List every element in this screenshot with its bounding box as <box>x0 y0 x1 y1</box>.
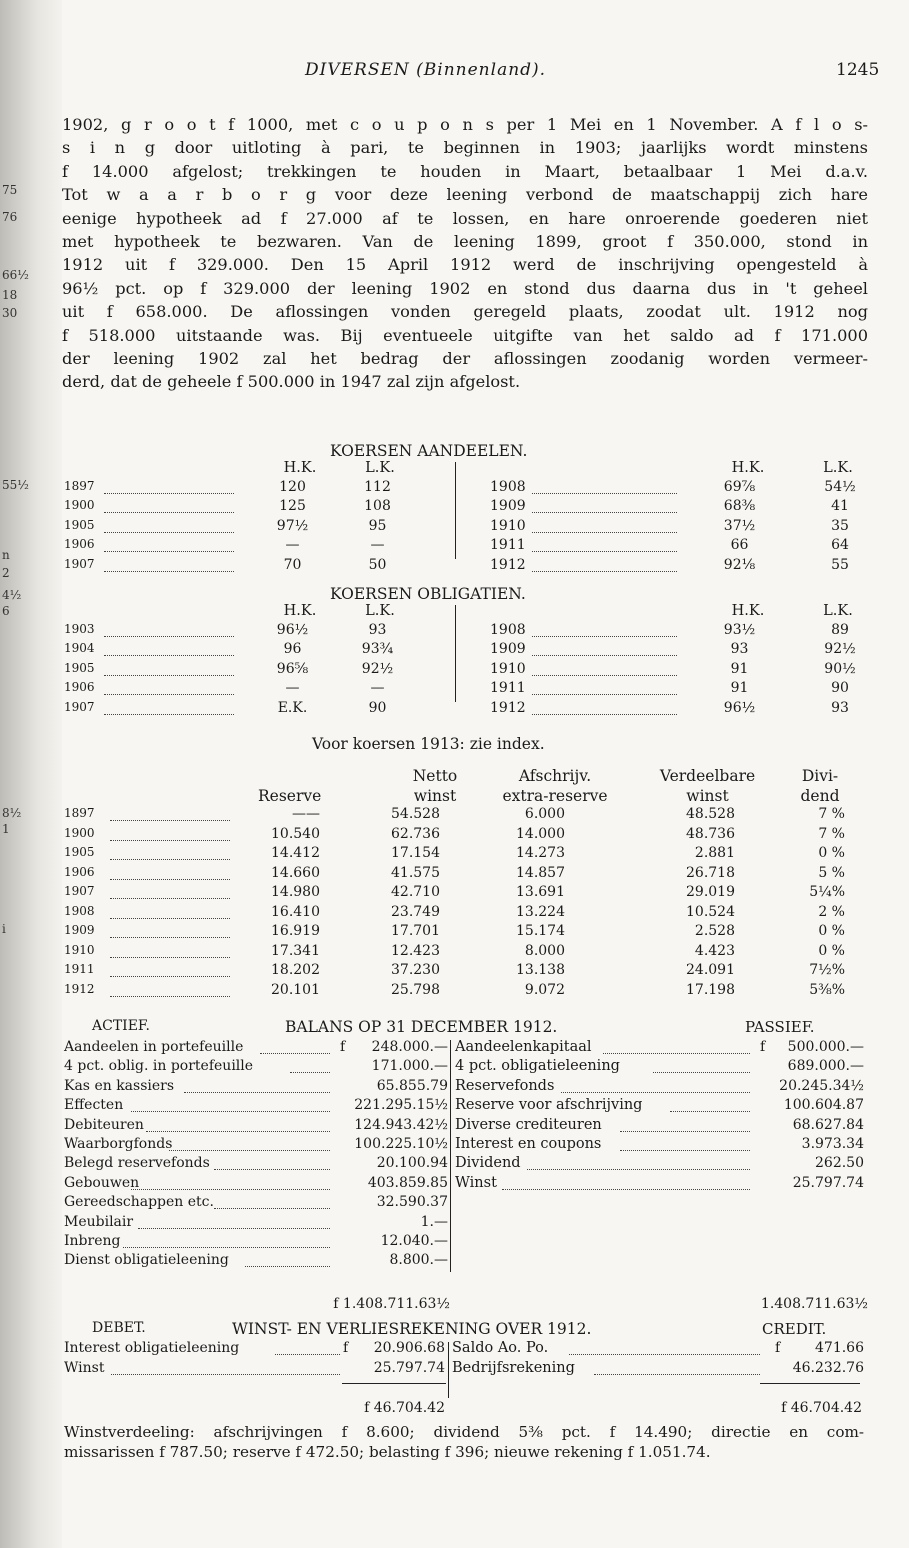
dot-leader <box>104 493 234 494</box>
koersen-aandeelen-lk: 50 <box>368 556 387 573</box>
results-year: 1905 <box>64 845 95 859</box>
results-afschr: 6.000 <box>524 806 565 822</box>
column-rule <box>455 605 456 702</box>
koersen-aandeelen-lk: 95 <box>368 517 387 534</box>
total-rule <box>342 1383 446 1384</box>
koersen-obligatien-year: 1909 <box>490 641 526 658</box>
koersen-aandeelen-lk-left: L.K. <box>365 460 395 476</box>
koersen-aandeelen-hk: 69⅞ <box>723 479 756 495</box>
balance-actief-value: 171.000.— <box>371 1058 448 1075</box>
dot-leader <box>532 571 677 572</box>
pl-credit-label: Bedrijfsrekening <box>452 1359 575 1376</box>
koersen-obligatien-year: 1905 <box>64 660 95 675</box>
results-year: 1912 <box>64 981 95 996</box>
dot-leader <box>532 694 677 695</box>
results-netto: 62.736 <box>391 825 440 842</box>
koersen-aandeelen-lk-right: L.K. <box>823 460 853 476</box>
paragraph-line: f 14.000 afgelost; trekkingen te houden in Maart, betaalbaar 1 Mei d.a.v. <box>62 161 868 181</box>
koersen-obligatien-lk: 89 <box>831 622 849 638</box>
gutter-mark: 76 <box>2 210 18 224</box>
gutter-mark: n <box>2 548 10 562</box>
results-verdeel: 2.528 <box>694 923 735 939</box>
balance-passief-value: 262.50 <box>815 1155 864 1172</box>
balance-passief-label: Winst <box>455 1174 497 1191</box>
balance-passief-label: Reservefonds <box>455 1077 555 1094</box>
dot-leader <box>110 840 230 841</box>
koersen-obligatien-hk: 93 <box>730 641 749 658</box>
results-afschr: 14.857 <box>516 864 565 881</box>
results-divi: 7½% <box>809 962 845 978</box>
paragraph-line: s i n g door uitloting à pari, te beginnen in 1903; jaarlijks wordt minstens <box>62 138 868 158</box>
balance-passief-value: 3.973.34 <box>801 1136 864 1152</box>
dot-leader <box>532 714 677 715</box>
koersen-aandeelen-year: 1911 <box>490 537 526 554</box>
results-reserve: 10.540 <box>271 825 320 842</box>
pl-credit-label: Saldo Ao. Po. <box>452 1340 549 1356</box>
koersen-obligatien-hk: — <box>285 680 300 697</box>
total-rule <box>760 1383 860 1384</box>
dot-leader <box>653 1072 750 1073</box>
balance-actief-label: Aandeelen in portefeuille <box>64 1039 244 1055</box>
koersen-obligatien-hk: 96 <box>283 641 302 658</box>
koersen-aandeelen-hk: 70 <box>283 556 302 573</box>
results-verdeel: 26.718 <box>686 864 735 881</box>
koersen-aandeelen-hk: 92⅛ <box>723 556 756 573</box>
running-header <box>0 60 909 86</box>
balance-actief-label: Inbreng <box>64 1233 121 1249</box>
balance-actief-label: Dienst obligatieleening <box>64 1252 229 1269</box>
koersen-aandeelen-lk: 112 <box>364 479 391 495</box>
balance-actief-value: 8.800.— <box>389 1252 448 1269</box>
dot-leader <box>104 694 234 695</box>
results-year: 1908 <box>64 903 95 918</box>
balance-actief-label: Meubilair <box>64 1213 134 1230</box>
results-divi: 0 % <box>818 845 845 861</box>
balance-actief-label: Kas en kassiers <box>64 1077 175 1094</box>
results-reserve: 14.412 <box>271 845 320 861</box>
dot-leader <box>110 937 230 938</box>
results-header-divi: dend <box>800 787 840 805</box>
results-divi: 7 % <box>818 806 845 822</box>
dot-leader <box>670 1111 750 1112</box>
koersen-note: Voor koersen 1913: zie index. <box>312 735 545 753</box>
koersen-obligatien-lk: 93¾ <box>361 641 394 658</box>
pl-title: WINST- EN VERLIESREKENING OVER 1912. <box>232 1320 592 1338</box>
koersen-aandeelen-hk: 120 <box>279 479 306 495</box>
koersen-aandeelen-year: 1912 <box>490 556 526 573</box>
koersen-obligatien-hk: 91 <box>730 660 749 677</box>
dot-leader <box>104 571 234 572</box>
koersen-obligatien-lk: 93 <box>831 699 849 716</box>
dot-leader <box>110 996 230 997</box>
dot-leader <box>110 918 230 919</box>
koersen-aandeelen-year: 1910 <box>490 517 526 534</box>
balance-passief-label: Aandeelenkapitaal <box>455 1039 592 1055</box>
koersen-obligatien-year: 1904 <box>64 641 95 656</box>
koersen-obligatien-hk: E.K. <box>277 699 308 716</box>
koersen-obligatien-hk: 96½ <box>276 622 309 638</box>
koersen-aandeelen-year: 1908 <box>490 479 526 495</box>
dot-leader <box>104 551 234 552</box>
koersen-obligatien-hk-left: H.K. <box>283 603 317 619</box>
gutter-mark: 8½ <box>2 806 22 820</box>
column-rule <box>448 1342 449 1398</box>
intro-paragraph <box>62 113 868 394</box>
paragraph-line: met hypotheek te bezwaren. Van de leening 1899, groot f 350.000, stond in <box>62 232 868 252</box>
results-verdeel: 48.528 <box>686 806 735 822</box>
footer-line: Winstverdeeling: afschrijvingen f 8.600; dividend 5⅜ pct. f 14.490; directie en com- <box>64 1423 864 1441</box>
koersen-obligatien-lk: 93 <box>368 622 387 638</box>
results-header-netto: winst <box>413 787 457 805</box>
koersen-obligatien-lk: 92½ <box>824 641 856 658</box>
balance-title: BALANS OP 31 DECEMBER 1912. <box>285 1018 558 1036</box>
dot-leader <box>532 551 677 552</box>
balance-actief-label: Debiteuren <box>64 1116 144 1133</box>
balance-actief-value: 65.855.79 <box>376 1077 448 1094</box>
paragraph-line: 1902, g r o o t f 1000, met c o u p o n s per 1 Mei en 1 November. A f l o s- <box>62 115 868 134</box>
paragraph-line: 96½ pct. op f 329.000 der leening 1902 en stond dus daarna dus in 't geheel <box>62 278 868 298</box>
dot-leader <box>532 512 677 513</box>
balance-actief-value: 221.295.15½ <box>354 1097 448 1114</box>
results-reserve: 20.101 <box>271 981 320 998</box>
dot-leader <box>214 1208 330 1209</box>
gutter-mark: 55½ <box>2 478 29 492</box>
balance-passief-label: Diverse crediteuren <box>455 1116 602 1133</box>
dot-leader <box>290 1072 330 1073</box>
results-afschr: 13.691 <box>516 884 565 900</box>
koersen-aandeelen-year: 1897 <box>64 479 95 493</box>
dot-leader <box>138 1228 330 1229</box>
koersen-obligatien-lk: 90 <box>831 680 849 697</box>
dot-leader <box>104 714 234 715</box>
pl-debet-label: Winst <box>64 1359 105 1376</box>
dot-leader <box>104 655 234 656</box>
results-header-afschr: extra-reserve <box>502 787 608 805</box>
results-afschr: 13.138 <box>516 962 565 978</box>
results-reserve: 17.341 <box>271 942 320 959</box>
results-year: 1909 <box>64 923 95 937</box>
dot-leader <box>184 1092 330 1093</box>
pl-credit-label: CREDIT. <box>762 1320 827 1338</box>
koersen-aandeelen-year: 1907 <box>64 556 95 571</box>
pl-currency: f <box>343 1340 349 1356</box>
results-afschr: 8.000 <box>524 942 565 959</box>
balance-actief-value: 20.100.94 <box>376 1155 448 1172</box>
dot-leader <box>123 1247 330 1248</box>
results-year: 1897 <box>64 806 95 820</box>
results-year: 1900 <box>64 825 95 840</box>
balance-passief-label: PASSIEF. <box>745 1018 815 1036</box>
results-verdeel: 48.736 <box>686 825 735 842</box>
balance-actief-label: Gebouwen <box>64 1174 140 1191</box>
balance-passief-value: 500.000.— <box>787 1039 864 1055</box>
results-divi: 0 % <box>818 923 845 939</box>
column-rule <box>455 462 456 559</box>
results-afschr: 14.000 <box>516 825 565 842</box>
koersen-aandeelen-hk: 97½ <box>276 517 309 534</box>
results-header-verdeel: winst <box>686 787 729 805</box>
dot-leader <box>110 859 230 860</box>
balance-actief-label: ACTIEF. <box>92 1018 150 1034</box>
results-divi: 5 % <box>818 864 845 881</box>
koersen-aandeelen-lk: 41 <box>831 498 849 515</box>
gutter-mark: 18 <box>2 288 18 302</box>
koersen-obligatien-year: 1912 <box>490 699 526 716</box>
results-verdeel: 4.423 <box>694 942 735 959</box>
dot-leader <box>245 1266 330 1267</box>
results-afschr: 9.072 <box>524 981 565 998</box>
dot-leader <box>502 1189 750 1190</box>
koersen-aandeelen-lk: 55 <box>831 556 849 573</box>
dot-leader <box>131 1189 330 1190</box>
koersen-obligatien-lk: 92½ <box>361 660 394 677</box>
koersen-obligatien-lk: — <box>370 680 385 697</box>
balance-actief-label: Gereedschappen etc. <box>64 1194 214 1211</box>
koersen-obligatien-lk: 90 <box>368 699 387 716</box>
koersen-aandeelen-lk: 64 <box>831 537 849 554</box>
results-header-divi: Divi- <box>801 767 839 785</box>
dot-leader <box>527 1169 750 1170</box>
balance-actief-value: 248.000.— <box>371 1039 448 1055</box>
results-header-netto: Netto <box>412 767 458 785</box>
balance-actief-value: 403.859.85 <box>367 1174 448 1191</box>
koersen-obligatien-year: 1910 <box>490 660 526 677</box>
results-year: 1910 <box>64 942 95 957</box>
balance-passief-label: Reserve voor afschrijving <box>455 1097 643 1114</box>
page-title: DIVERSEN (Binnenland). <box>305 60 547 80</box>
results-verdeel: 29.019 <box>686 884 735 900</box>
dot-leader <box>104 512 234 513</box>
results-divi: 5⅜% <box>809 981 845 998</box>
dot-leader <box>110 976 230 977</box>
balance-total-right: 1.408.711.63½ <box>760 1296 868 1312</box>
dot-leader <box>620 1150 750 1151</box>
balance-passief-label: Interest en coupons <box>455 1136 602 1152</box>
gutter-mark: 4½ <box>2 588 22 602</box>
koersen-obligatien-hk: 96⅝ <box>276 660 309 677</box>
balance-actief-value: 100.225.10½ <box>354 1136 448 1152</box>
dot-leader <box>111 1374 340 1375</box>
results-reserve: 14.660 <box>271 864 320 881</box>
koersen-obligatien-lk-left: L.K. <box>365 603 395 619</box>
paragraph-line: eenige hypotheek ad f 27.000 af te lossen, en hare onroerende goederen niet <box>62 208 868 228</box>
results-reserve: 14.980 <box>271 884 320 900</box>
balance-actief-label: Belegd reservefonds <box>64 1155 210 1172</box>
paragraph-line: der leening 1902 zal het bedrag der aflossingen zoodanig worden vermeer- <box>62 349 868 369</box>
dot-leader <box>104 675 234 676</box>
dot-leader <box>104 636 234 637</box>
dot-leader <box>110 879 230 880</box>
koersen-aandeelen-lk: — <box>370 537 385 554</box>
results-netto: 17.701 <box>391 923 440 939</box>
balance-actief-value: 32.590.37 <box>376 1194 448 1211</box>
balance-actief-label: Waarborgfonds <box>64 1136 173 1152</box>
koersen-obligatien-lk: 90½ <box>824 660 856 677</box>
balance-passief-label: 4 pct. obligatieleening <box>455 1058 620 1075</box>
koersen-aandeelen-hk: 37½ <box>723 517 756 534</box>
balance-total-left: f 1.408.711.63½ <box>333 1296 450 1312</box>
balance-passief-value: 68.627.84 <box>792 1116 864 1133</box>
results-divi: 5¼% <box>809 884 845 900</box>
results-year: 1907 <box>64 884 95 898</box>
pl-debet-label: DEBET. <box>92 1320 146 1336</box>
koersen-obligatien-title: KOERSEN OBLIGATIEN. <box>330 585 526 603</box>
column-rule <box>450 1040 451 1272</box>
balance-actief-value: 12.040.— <box>380 1233 448 1249</box>
balance-passief-value: 25.797.74 <box>792 1174 864 1191</box>
balance-actief-label: 4 pct. oblig. in portefeuille <box>64 1058 254 1075</box>
koersen-obligatien-hk: 93½ <box>723 622 756 638</box>
paragraph-line: derd, dat de geheele f 500.000 in 1947 zal zijn afgelost. <box>62 372 521 392</box>
koersen-aandeelen-year: 1905 <box>64 517 95 532</box>
dot-leader <box>110 957 230 958</box>
gutter-mark: 6 <box>2 604 10 618</box>
results-divi: 0 % <box>818 942 845 959</box>
results-netto: 37.230 <box>391 962 440 978</box>
balance-passief-value: 100.604.87 <box>783 1097 864 1114</box>
balance-actief-value: 1.— <box>420 1213 448 1230</box>
results-verdeel: 10.524 <box>686 903 735 920</box>
balance-currency: f <box>760 1039 766 1055</box>
pl-currency: f <box>775 1340 781 1356</box>
paragraph-line: uit f 658.000. De aflossingen vonden geregeld plaats, zoodat ult. 1912 nog <box>62 302 868 322</box>
pl-debet-value: 20.906.68 <box>373 1340 445 1356</box>
dot-leader <box>104 532 234 533</box>
balance-currency: f <box>340 1039 346 1055</box>
koersen-obligatien-year: 1906 <box>64 680 95 695</box>
balance-actief-label: Effecten <box>64 1097 124 1114</box>
dot-leader <box>532 655 677 656</box>
koersen-aandeelen-lk: 108 <box>364 498 391 515</box>
binding-gutter <box>0 0 62 1548</box>
koersen-obligatien-year: 1907 <box>64 699 95 714</box>
dot-leader <box>275 1354 340 1355</box>
results-header-verdeel: Verdeelbare <box>659 767 756 785</box>
results-netto: 42.710 <box>391 884 440 900</box>
paragraph-line: f 518.000 uitstaande was. Bij eventueele uitgifte van het saldo ad f 171.000 <box>62 325 868 345</box>
footer-line: missarissen f 787.50; reserve f 472.50; belasting f 396; nieuwe rekening f 1.051.74. <box>64 1443 711 1461</box>
gutter-mark: 2 <box>2 566 10 580</box>
results-netto: 54.528 <box>391 806 440 822</box>
results-afschr: 13.224 <box>516 903 565 920</box>
dot-leader <box>169 1150 330 1151</box>
results-verdeel: 17.198 <box>686 981 735 998</box>
koersen-aandeelen-hk: 125 <box>279 498 306 515</box>
results-reserve: 16.919 <box>271 923 320 939</box>
dot-leader <box>620 1131 750 1132</box>
balance-passief-value: 20.245.34½ <box>779 1077 864 1094</box>
results-reserve: 16.410 <box>271 903 320 920</box>
dot-leader <box>214 1169 330 1170</box>
koersen-aandeelen-title: KOERSEN AANDEELEN. <box>330 442 528 460</box>
koersen-obligatien-hk: 91 <box>730 680 749 697</box>
koersen-aandeelen-hk: 68⅜ <box>723 498 756 515</box>
koersen-obligatien-year: 1903 <box>64 622 95 636</box>
page-number: 1245 <box>836 60 880 80</box>
results-header-afschr: Afschrijv. <box>518 767 592 785</box>
koersen-obligatien-lk-right: L.K. <box>823 603 853 619</box>
gutter-mark: 30 <box>2 306 18 320</box>
results-year: 1906 <box>64 864 95 879</box>
results-netto: 25.798 <box>391 981 440 998</box>
dot-leader <box>532 675 677 676</box>
koersen-aandeelen-year: 1906 <box>64 537 95 552</box>
results-year: 1911 <box>64 962 95 976</box>
pl-total-right: f 46.704.42 <box>781 1400 862 1416</box>
dot-leader <box>532 636 677 637</box>
gutter-mark: 66½ <box>2 268 29 282</box>
pl-debet-label: Interest obligatieleening <box>64 1340 240 1356</box>
balance-actief-value: 124.943.42½ <box>354 1116 448 1133</box>
gutter-mark: i <box>2 922 6 936</box>
pl-total-left: f 46.704.42 <box>364 1400 445 1416</box>
results-header-reserve: Reserve <box>258 787 322 805</box>
gutter-mark: 1 <box>2 822 10 836</box>
dot-leader <box>131 1111 330 1112</box>
koersen-aandeelen-hk-left: H.K. <box>283 460 317 476</box>
balance-passief-value: 689.000.— <box>787 1058 864 1075</box>
dot-leader <box>532 532 677 533</box>
dot-leader <box>260 1053 330 1054</box>
results-afschr: 14.273 <box>516 845 565 861</box>
koersen-aandeelen-year: 1900 <box>64 498 95 513</box>
dot-leader <box>110 898 230 899</box>
pl-debet-value: 25.797.74 <box>373 1359 445 1376</box>
results-afschr: 15.174 <box>516 923 565 939</box>
koersen-aandeelen-hk: — <box>285 537 300 554</box>
dot-leader <box>569 1354 760 1355</box>
balance-passief-label: Dividend <box>455 1155 521 1172</box>
koersen-obligatien-year: 1911 <box>490 680 526 697</box>
results-netto: 12.423 <box>391 942 440 959</box>
results-reserve: —— <box>292 806 320 822</box>
dot-leader <box>603 1053 750 1054</box>
koersen-aandeelen-hk-right: H.K. <box>731 460 765 476</box>
koersen-aandeelen-lk: 35 <box>831 517 849 534</box>
results-verdeel: 2.881 <box>694 845 735 861</box>
dot-leader <box>532 493 677 494</box>
koersen-aandeelen-year: 1909 <box>490 498 526 515</box>
pl-credit-value: 471.66 <box>815 1340 864 1356</box>
koersen-obligatien-hk: 96½ <box>723 699 756 716</box>
koersen-aandeelen-lk: 54½ <box>824 479 856 495</box>
results-divi: 7 % <box>818 825 845 842</box>
koersen-obligatien-year: 1908 <box>490 622 526 638</box>
gutter-mark: 75 <box>2 183 18 197</box>
results-netto: 23.749 <box>391 903 440 920</box>
results-netto: 41.575 <box>391 864 440 881</box>
paragraph-line: 1912 uit f 329.000. Den 15 April 1912 werd de inschrijving opengesteld à <box>62 255 868 275</box>
koersen-aandeelen-hk: 66 <box>730 537 749 554</box>
koersen-obligatien-hk-right: H.K. <box>731 603 765 619</box>
pl-credit-value: 46.232.76 <box>792 1359 864 1376</box>
dot-leader <box>146 1131 330 1132</box>
results-netto: 17.154 <box>391 845 440 861</box>
dot-leader <box>110 820 230 821</box>
results-reserve: 18.202 <box>271 962 320 978</box>
dot-leader <box>561 1092 750 1093</box>
dot-leader <box>594 1374 760 1375</box>
paragraph-line: Tot w a a r b o r g voor deze leening verbond de maatschappij zich hare <box>62 185 868 205</box>
results-verdeel: 24.091 <box>686 962 735 978</box>
results-divi: 2 % <box>818 903 845 920</box>
